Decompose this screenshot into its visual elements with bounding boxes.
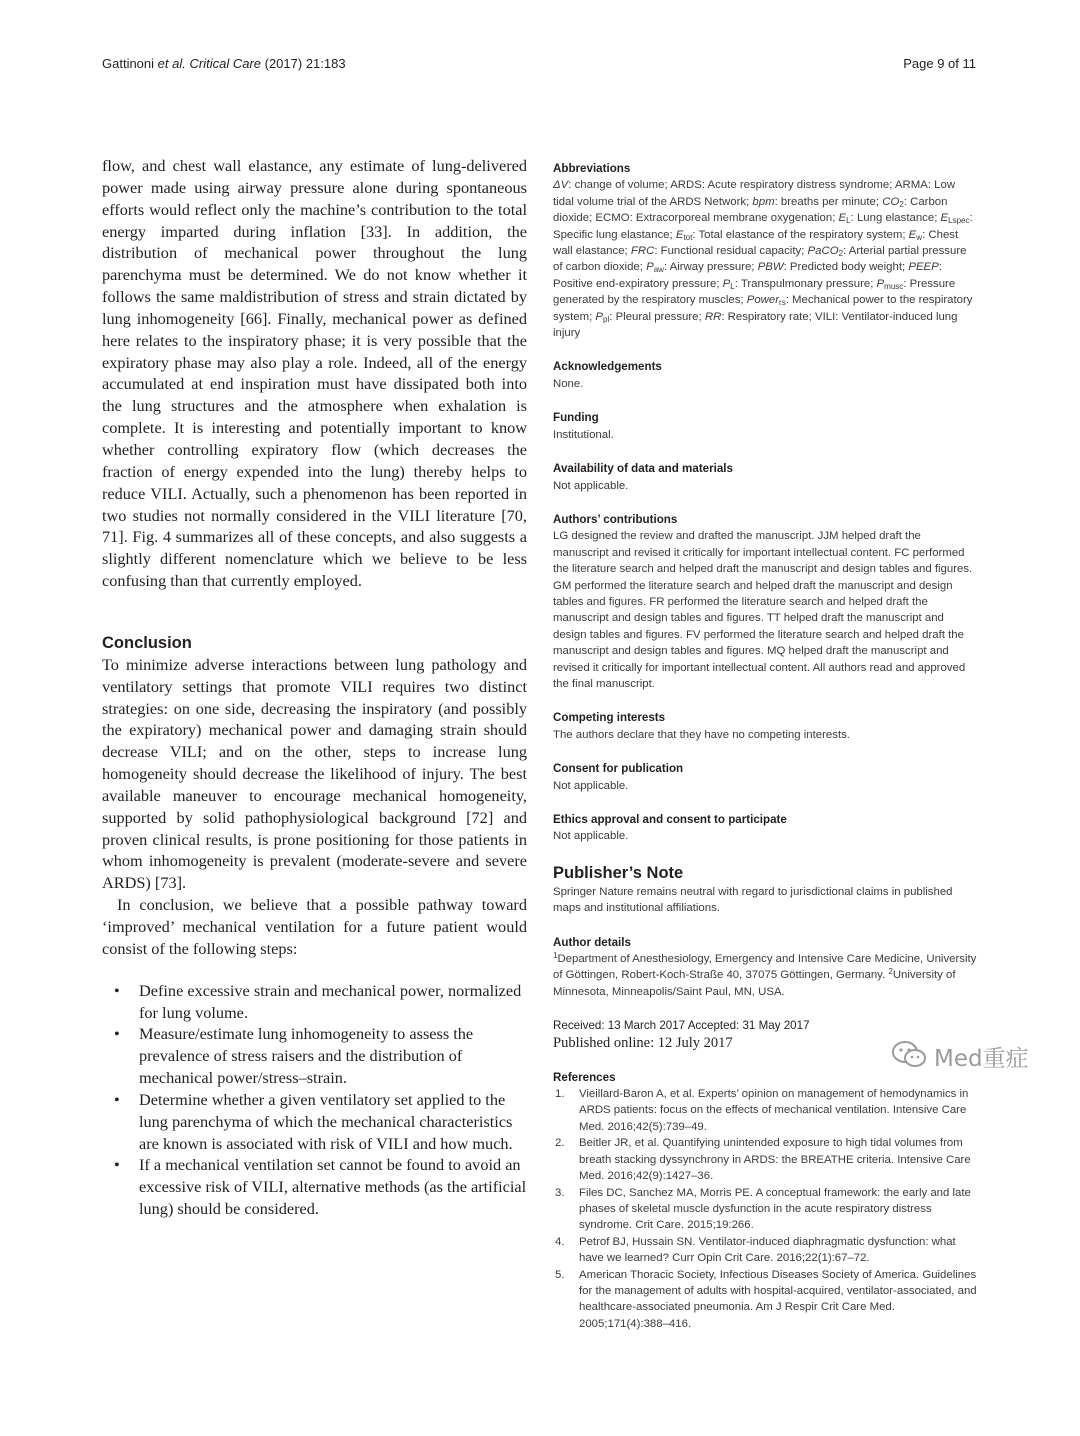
contributions-body: LG designed the review and drafted the manuscript. JJM helped draft the manuscript and revised it critically for important intellectual content. FC performed the literature search and helped draft the manuscript and design tables and figures. GM performed the literature search and helped draft the manuscript and design tables and figures. FR performed the literature search and helped draft the manuscript and design tables and figures. TT helped draft the manuscript and design tables and figures. FV performed the literature search and helped draft the manuscript and design tables and figures. MQ helped draft the manuscript and revised it critically for important intellectual content. All authors read and approved the final manuscript. (553, 530, 973, 690)
author-details-section (553, 935, 978, 1001)
list-item: • Measure/estimate lung inhomogeneity to assess the prevalence of stress raisers and the distribution of mechanical power/stress–strain. (114, 1024, 474, 1088)
header-authors: Gattinoni (102, 56, 155, 71)
publisher-note-heading: Publisher’s Note (553, 863, 684, 882)
ethics-section (553, 812, 978, 845)
list-item: • Define excessive strain and mechanical power, normalized for lung volume. (114, 980, 522, 1022)
body-paragraph: flow, and chest wall elastance, any estimate of lung-delivered power made using airway pressure alone during spontaneous efforts would reflect only the machine’s contribution to the total energy imparted during inflation [33]. In addition, the distribution of mechanical power throughout the lung parenchyma must be determined. We do not know whether it follows the same maldistribution of stress and strain dictated by lung inhomogeneity [66]. Finally, mechanical power as defined here relates to the inspiratory phase; it is very possible that the expiratory phase may also play a role. Indeed, all of the energy accumulated at end inspiration must have dissipated both into the lung structures and the atmosphere when exhalation is complete. It is interesting and potentially important to know whether controlling expiratory flow (which decreases the fraction of energy expended into the lung) thereby helps to reduce VILI. Actually, such a phenomenon has been reported in two studies not normally considered in the VILI literature [70, 71]. Fig. 4 summarizes all of these concepts, and also suggests a slightly different nomenclature which we believe to be less confusing than that currently employed. (102, 156, 527, 591)
conclusion-paragraph-2: In conclusion, we believe that a possible pathway toward ‘improved’ mechanical ventilation for a future patient would consist of the following steps: (102, 895, 527, 958)
competing-heading: Competing interests (553, 711, 666, 725)
abbreviations-heading: Abbreviations (553, 162, 631, 175)
bullet-icon: • (114, 1155, 120, 1175)
conclusion-heading: Conclusion (102, 633, 192, 652)
availability-section (553, 461, 978, 494)
running-header (102, 56, 976, 78)
availability-heading: Availability of data and materials (553, 462, 733, 476)
wechat-icon (890, 1040, 928, 1076)
steps-list (102, 980, 527, 1220)
competing-body: The authors declare that they have no competing interests. (553, 728, 850, 741)
consent-heading: Consent for publication (553, 762, 684, 776)
reference-item: 2. Beitler JR, et al. Quantifying unintended exposure to high tidal volumes from breath stacking dyssynchrony in ARDS: the BREATHE criteria. Intensive Care Med. 2016;42(9):1427–36. (555, 1137, 971, 1183)
references-section (553, 1070, 978, 1333)
competing-section (553, 710, 978, 743)
header-journal: Critical Care (189, 56, 261, 71)
header-citation (102, 56, 346, 71)
ethics-heading: Ethics approval and consent to participate (553, 813, 787, 826)
consent-body: Not applicable. (553, 779, 629, 792)
acknowledgements-heading: Acknowledgements (553, 360, 662, 374)
abbreviations-section (553, 161, 978, 341)
received-accepted: Received: 13 March 2017 Accepted: 31 May 2017 (553, 1019, 810, 1033)
contributions-heading: Authors’ contributions (553, 512, 678, 526)
reference-item: 5. American Thoracic Society, Infectious Diseases Society of America. Guidelines for the management of adults with hospital-acquired, ventilator-associated, and healthcare-associated pneumonia. Am J Respir Crit Care Med. 2005;171(4):388–416. (555, 1268, 977, 1330)
bullet-icon: • (114, 980, 120, 1000)
watermark-text: Med重症 (934, 1046, 1029, 1072)
conclusion-paragraph-1: To minimize adverse interactions between lung pathology and ventilatory settings that promote VILI requires two distinct strategies: on one side, decreasing the inspiratory (and possibly the expiratory) mechanical power and damaging strain should decrease VILI; and on the other, steps to increase lung homogeneity should decrease the likelihood of injury. The best available maneuver to encourage mechanical homogeneity, supported by solid pathophysiological background [72] and proven clinical results, is prone positioning for those patients in whom inhomogeneity is prevalent (moderate-severe and severe ARDS) [73]. (102, 654, 527, 893)
list-item: • Determine whether a given ventilatory set applied to the lung parenchyma of which the mechanical characteristics are known is associated with risk of VILI and how much. (114, 1089, 513, 1153)
references-list (553, 1086, 978, 1332)
acknowledgements-section (553, 359, 978, 392)
publisher-note-body: Springer Nature remains neutral with regard to jurisdictional claims in published maps and institutional affiliations. (553, 885, 953, 915)
publisher-note-section (553, 863, 978, 917)
bullet-icon: • (114, 1089, 120, 1109)
references-heading: References (553, 1070, 616, 1084)
contributions-section (553, 512, 978, 692)
reference-item: 4. Petrof BJ, Hussain SN. Ventilator-induced diaphragmatic dysfunction: what have we learned? Curr Opin Crit Care. 2016;22(1):67–72. (555, 1235, 956, 1265)
funding-section (553, 410, 978, 443)
abbreviations-body: ΔV: change of volume; ARDS: Acute respiratory distress syndrome; ARMA: Low tidal volume trial of the ARDS Network; bpm: breaths per minute; $CO_2$: Carbon dioxide; ECMO: Extracorporeal membrane oxygenation; $E_L$: Lung elastance; $E_{Lspec}$: Specific lung elastance; $E_{tot}$: Total elastance of the respiratory system; $E_w$: Chest wall elastance; FRC: Functional residual capacity; PaCO$_2$: Arterial partial pressure of carbon dioxide; $P_{aw}$: Airway pressure; PBW: Predicted body weight; PEEP: Positive end-expiratory pressure; $P_L$: Transpulmonary pressure; $P_{musc}$: Pressure generated by the respiratory muscles; Power$_{rs}$: Mechanical power to the respiratory system; $P_{pl}$: Pleural pressure; RR: Respiratory rate; VILI: Ventilator-induced lung injury (553, 179, 973, 340)
header-etal: et al. (157, 56, 186, 71)
funding-body: Institutional. (553, 428, 614, 441)
header-year-volume: (2017) 21:183 (264, 56, 346, 71)
funding-heading: Funding (553, 411, 599, 425)
affiliations: $^1$Department of Anesthesiology, Emergency and Intensive Care Medicine, University of Göttingen, Robert-Koch-Straße 40, 37075 Göttingen, Germany. $^2$University of Minnesota, Minneapolis/Saint Paul, MN, USA. (553, 951, 977, 998)
author-details-heading: Author details (553, 935, 631, 949)
availability-body: Not applicable. (553, 479, 629, 492)
consent-section (553, 761, 978, 794)
left-column (102, 155, 527, 1220)
list-item: • If a mechanical ventilation set cannot be found to avoid an excessive risk of VILI, alternative methods (as the artificial lung) should be considered. (114, 1155, 527, 1219)
reference-item: 3. Files DC, Sanchez MA, Morris PE. A conceptual framework: the early and late phases of skeletal muscle dysfunction in the acute respiratory distress syndrome. Crit Care. 2015;19:266. (555, 1186, 971, 1232)
published-online: Published online: 12 July 2017 (553, 1034, 733, 1051)
page-number: Page 9 of 11 (903, 56, 976, 71)
reference-item: 1. Vieillard-Baron A, et al. Experts’ opinion on management of hemodynamics in ARDS patients: focus on the effects of mechanical ventilation. Intensive Care Med. 2016;42(5):739–49. (555, 1088, 969, 1133)
ethics-body: Not applicable. (553, 830, 629, 843)
bullet-icon: • (114, 1024, 120, 1044)
acknowledgements-body: None. (553, 377, 584, 390)
right-column (553, 161, 978, 1332)
